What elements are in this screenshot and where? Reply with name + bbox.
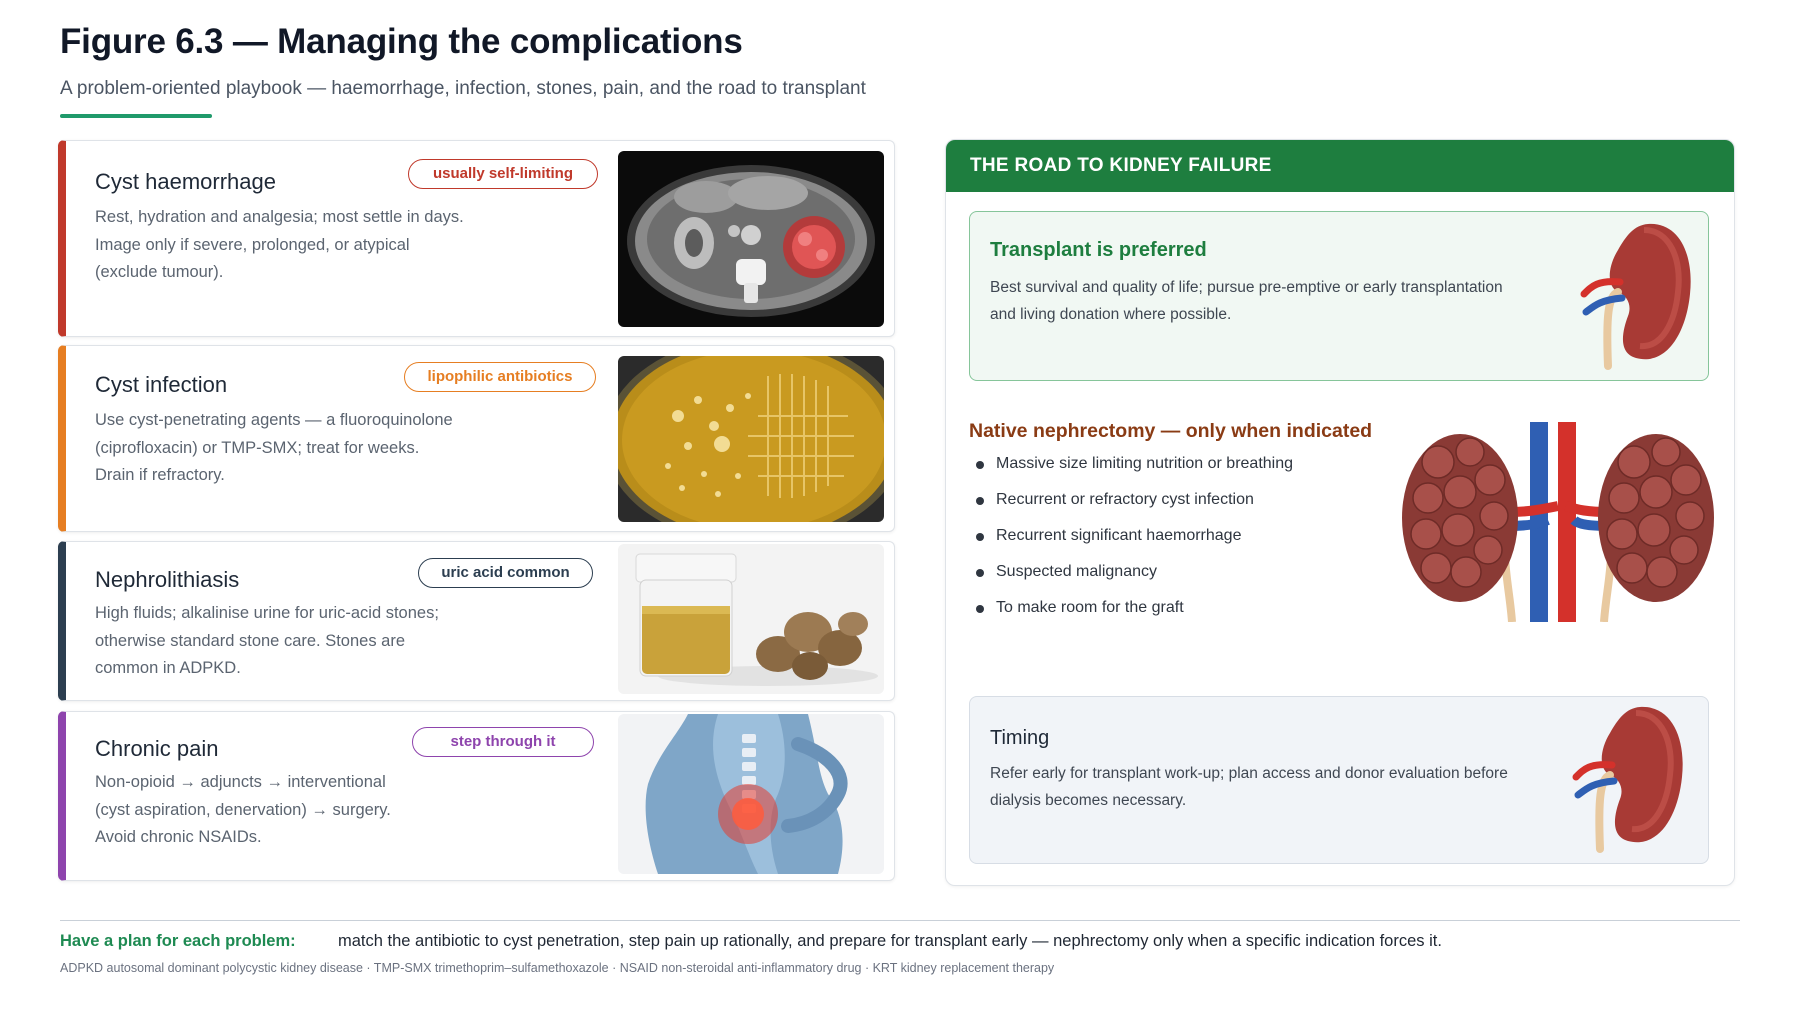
list-item: To make room for the graft [976, 596, 1293, 632]
polycystic-kidneys-icon [1398, 422, 1718, 622]
nephrectomy-indications [976, 452, 1293, 632]
card-body [95, 769, 515, 852]
body-line: High fluids; alkalinise urine for uric-acid stones; [95, 604, 439, 622]
tag-badge: step through it [412, 727, 594, 757]
card-nephrolithiasis [58, 541, 895, 701]
petri-dish-image [618, 356, 884, 522]
footer-lead: Have a plan for each problem: [60, 932, 296, 950]
list-item: Massive size limiting nutrition or breathing [976, 452, 1293, 488]
body-line: and living donation where possible. [990, 306, 1232, 323]
abbreviations: ADPKD autosomal dominant polycystic kidney disease · TMP-SMX trimethoprim–sulfamethoxazole · NSAID non-steroidal anti-inflammatory drug · KRT kidney replacement therapy [60, 961, 1055, 975]
urine-stones-image [618, 544, 884, 694]
body-line: (cyst aspiration, denervation) → surgery. [95, 800, 391, 819]
timing-title: Timing [990, 727, 1050, 749]
body-line: common in ADPKD. [95, 659, 241, 677]
body-line: Best survival and quality of life; pursue pre-emptive or early transplantation [990, 279, 1503, 296]
card-title: Cyst haemorrhage [95, 169, 276, 194]
transplant-body [990, 274, 1550, 328]
back-pain-image [618, 714, 884, 874]
nephrectomy-title: Native nephrectomy — only when indicated [969, 420, 1373, 442]
figure-subtitle: A problem-oriented playbook — haemorrhage, infection, stones, pain, and the road to transplant [60, 78, 866, 99]
card-body [95, 600, 515, 683]
tag-badge: lipophilic antibiotics [404, 362, 596, 392]
footer-divider [60, 920, 1740, 921]
timing-box [969, 696, 1709, 864]
footer-text: match the antibiotic to cyst penetration, step pain up rationally, and prepare for transplant early — nephrectomy only when a specific indication forces it. [338, 932, 1442, 950]
body-line: Rest, hydration and analgesia; most settle in days. [95, 208, 464, 226]
body-line: Use cyst-penetrating agents — a fluoroquinolone [95, 411, 453, 429]
list-item: Suspected malignancy [976, 560, 1293, 596]
body-line: (exclude tumour). [95, 263, 224, 281]
list-item: Recurrent or refractory cyst infection [976, 488, 1293, 524]
body-line: otherwise standard stone care. Stones are [95, 631, 406, 650]
timing-body [990, 760, 1550, 814]
transplant-box [969, 211, 1709, 381]
card-cyst-infection [58, 345, 895, 532]
ct-scan-image [618, 151, 884, 327]
card-chronic-pain [58, 711, 895, 881]
card-cyst-haemorrhage [58, 140, 895, 337]
kidney-icon [1570, 699, 1690, 859]
body-line: (ciprofloxacin) or TMP-SMX; treat for weeks. [95, 438, 420, 457]
card-title: Chronic pain [95, 736, 219, 761]
body-line: dialysis becomes necessary. [990, 792, 1187, 809]
list-item: Recurrent significant haemorrhage [976, 524, 1293, 560]
body-line: Refer early for transplant work-up; plan access and donor evaluation before [990, 765, 1508, 782]
card-body [95, 204, 515, 287]
title-underline [60, 114, 212, 118]
figure-title: Figure 6.3 — Managing the complications [60, 22, 743, 61]
tag-badge: usually self-limiting [408, 159, 598, 189]
kidney-icon [1578, 216, 1698, 376]
body-line: Avoid chronic NSAIDs. [95, 828, 262, 846]
card-title: Cyst infection [95, 372, 228, 397]
transplant-title: Transplant is preferred [990, 239, 1207, 261]
kidney-failure-panel [945, 139, 1735, 886]
body-line: Non-opioid → adjuncts → interventional [95, 773, 386, 791]
card-body [95, 407, 515, 490]
tag-badge: uric acid common [418, 558, 593, 588]
card-title: Nephrolithiasis [95, 567, 240, 592]
body-line: Image only if severe, prolonged, or atypical [95, 235, 410, 254]
panel-heading: THE ROAD TO KIDNEY FAILURE [946, 140, 1734, 192]
body-line: Drain if refractory. [95, 466, 225, 484]
